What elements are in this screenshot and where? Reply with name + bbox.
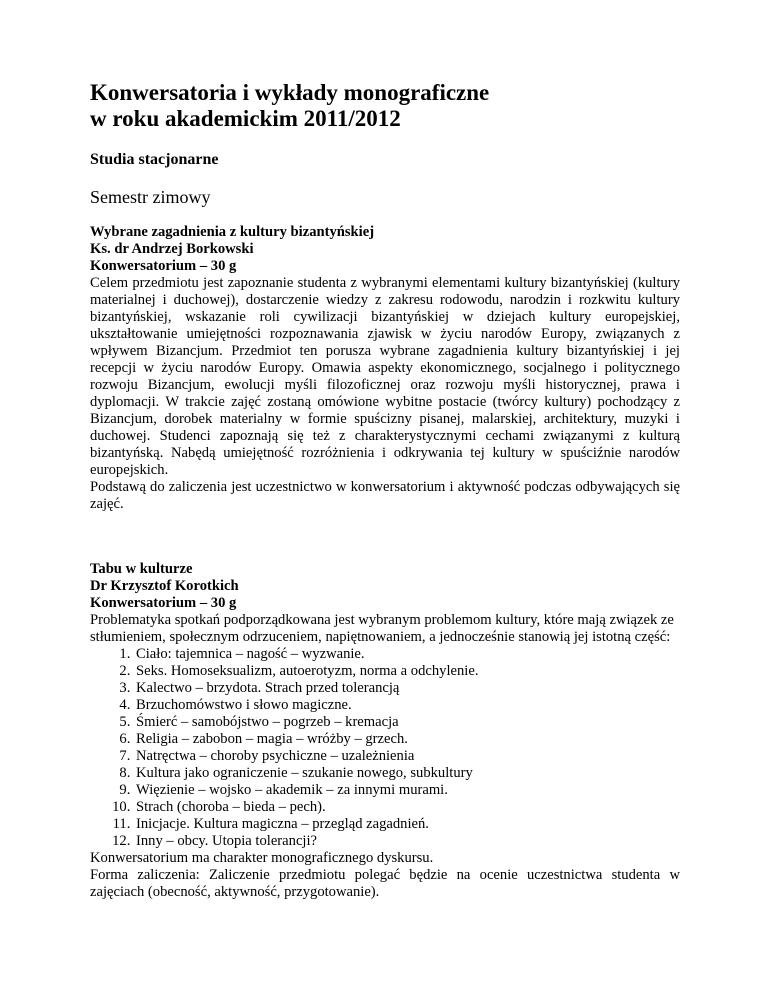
list-item: 1. Ciało: tajemnica – nagość – wyzwanie. [134, 646, 680, 663]
course-byzantine-culture [90, 224, 680, 513]
course-lecturer: Ks. dr Andrzej Borkowski [90, 241, 254, 257]
list-item: 10. Strach (choroba – bieda – pech). [134, 799, 680, 816]
course-kind: Konwersatorium – 30 g [90, 595, 237, 611]
title-line-2: w roku akademickim 2011/2012 [90, 106, 401, 131]
semester-heading: Semestr zimowy [90, 187, 211, 207]
list-item: 12. Inny – obcy. Utopia tolerancji? [134, 833, 680, 850]
document-title [90, 80, 680, 132]
course-intro: Problematyka spotkań podporządkowana jest wybranym problemom kultury, które mają związek ze stłumieniem, społecznym odrzuceniem, napiętnowaniem, a jednocześnie stanowią jej istotną część: [90, 612, 674, 645]
program-heading: Studia stacjonarne [90, 151, 219, 168]
list-item: 5. Śmierć – samobójstwo – pogrzeb – kremacja [134, 714, 680, 731]
course-lecturer: Dr Krzysztof Korotkich [90, 578, 239, 594]
list-item: 7. Natręctwa – choroby psychiczne – uzależnienia [134, 748, 680, 765]
course-title: Wybrane zagadnienia z kultury bizantyńskiej [90, 224, 375, 240]
list-item: 2. Seks. Homoseksualizm, autoerotyzm, norma a odchylenie. [134, 663, 680, 680]
list-item: 6. Religia – zabobon – magia – wróżby – grzech. [134, 731, 680, 748]
course-title: Tabu w kulturze [90, 561, 193, 577]
title-line-1: Konwersatoria i wykłady monograficzne [90, 80, 490, 105]
topics-list [90, 646, 680, 850]
course-taboo-in-culture [90, 561, 680, 901]
course-assessment: Forma zaliczenia: Zaliczenie przedmiotu polegać będzie na ocenie uczestnictwa studenta w zajęciach (obecność, aktywność, przygotowanie). [90, 867, 680, 900]
course-character: Konwersatorium ma charakter monograficznego dyskursu. [90, 850, 434, 866]
course-assessment: Podstawą do zaliczenia jest uczestnictwo w konwersatorium i aktywność podczas odbywających się zajęć. [90, 479, 680, 512]
list-item: 9. Więzienie – wojsko – akademik – za innymi murami. [134, 782, 680, 799]
course-kind: Konwersatorium – 30 g [90, 258, 237, 274]
list-item: 8. Kultura jako ograniczenie – szukanie nowego, subkultury [134, 765, 680, 782]
list-item: 11. Inicjacje. Kultura magiczna – przegląd zagadnień. [134, 816, 680, 833]
course-description: Celem przedmiotu jest zapoznanie studenta z wybranymi elementami kultury bizantyńskiej (kultury materialnej i duchowej), dostarczenie wiedzy z zakresu rodowodu, narodzin i rozkwitu kultury bizantyńskiej, wskazanie roli cywilizacji bizantyńskiej w dziejach kultury europejskiej, ukształtowanie umiejętności rozpoznawania zjawisk w życiu narodów Europy, związanych z wpływem Bizancjum. Przedmiot ten porusza wybrane zagadnienia kultury bizantyńskiej i jej recepcji w życiu narodów Europy. Omawia aspekty ekonomicznego, socjalnego i politycznego rozwoju Bizancjum, ewolucji myśli filozoficznej oraz rozwoju myśli historycznej, prawa i dyplomacji. W trakcie zajęć zostaną omówione wybitne postacie (twórcy kultury) pochodzący z Bizancjum, dorobek materialny w formie spuścizny pisanej, malarskiej, architektury, muzyki i duchowej. Studenci zapoznają się też z charakterystycznymi cechami związanymi z kulturą bizantyńską. Nabędą umiejętność rozróżnienia i odkrywania tej kultury w spuściźnie narodów europejskich. [90, 275, 680, 478]
list-item: 4. Brzuchomówstwo i słowo magiczne. [134, 697, 680, 714]
list-item: 3. Kalectwo – brzydota. Strach przed tolerancją [134, 680, 680, 697]
